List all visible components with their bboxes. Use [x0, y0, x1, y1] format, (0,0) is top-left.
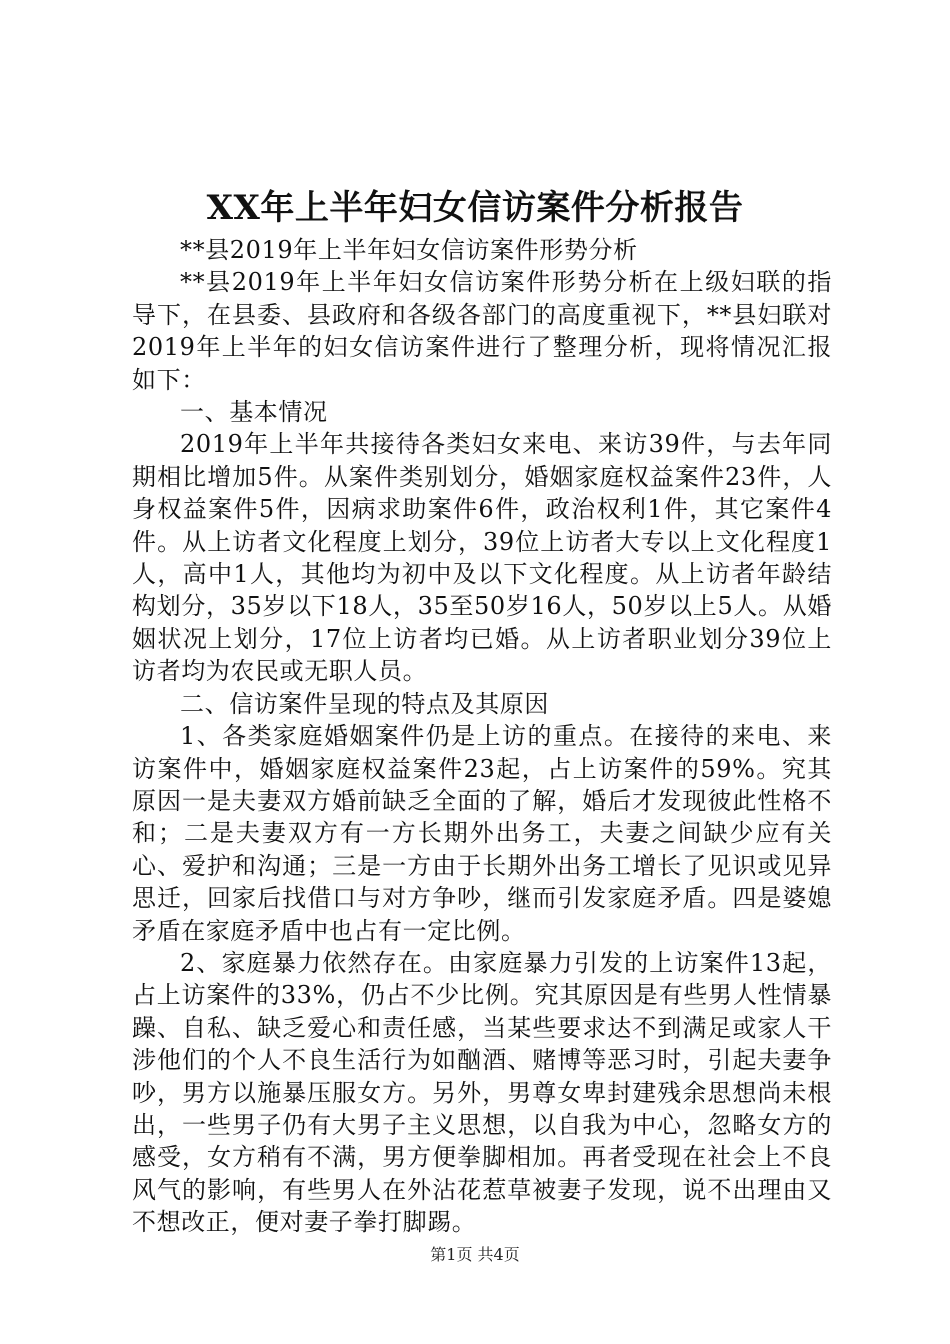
section-heading-features: 二、信访案件呈现的特点及其原因: [180, 689, 549, 718]
document-body: [132, 234, 832, 1239]
section-heading-summary: **县2019年上半年妇女信访案件形势分析: [180, 236, 638, 264]
domestic-violence-paragraph: 2、家庭暴力依然存在。由家庭暴力引发的上访案件13起，占上访案件的33%，仍占不少比例。究其原因是有些男人性情暴躁、自私、缺乏爱心和责任感，当某些要求达不到满足或家人干涉他们的个人不良生活行为如酗酒、赌博等恶习时，引起夫妻争吵，男方以施暴压服女方。另外，男尊女卑封建残余思想尚未根出，一些男子仍有大男子主义思想，以自我为中心，忽略女方的感受，女方稍有不满，男方便拳脚相加。再者受现在社会上不良风气的影响，有些男人在外沾花惹草被妻子发现，说不出理由又不想改正，便对妻子拳打脚踢。: [132, 948, 832, 1237]
intro-paragraph: **县2019年上半年妇女信访案件形势分析在上级妇联的指导下，在县委、县政府和各级各部门的高度重视下，**县妇联对2019年上半年的妇女信访案件进行了整理分析，现将情况汇报如下：: [132, 268, 832, 394]
page-footer: 第1页 共4页: [430, 1245, 520, 1264]
document-title: XX年上半年妇女信访案件分析报告: [206, 188, 744, 228]
basic-situation-paragraph: 2019年上半年共接待各类妇女来电、来访39件，与去年同期相比增加5件。从案件类别划分，婚姻家庭权益案件23件，人身权益案件5件，因病求助案件6件，政治权利1件，其它案件4件。从上访者文化程度上划分，39位上访者大专以上文化程度1人，高中1人，其他均为初中及以下文化程度。从上访者年龄结构划分，35岁以下18人，35至50岁16人，50岁以上5人。从婚姻状况上划分，17位上访者均已婚。从上访者职业划分39位上访者均为农民或无职人员。: [132, 430, 832, 686]
section-heading-basic: 一、基本情况: [180, 398, 328, 427]
marriage-cases-paragraph: 1、各类家庭婚姻案件仍是上访的重点。在接待的来电、来访案件中，婚姻家庭权益案件23起，占上访案件的59%。究其原因一是夫妻双方婚前缺乏全面的了解，婚后才发现彼此性格不和；二是夫妻双方有一方长期外出务工，夫妻之间缺少应有关心、爱护和沟通；三是一方由于长期外出务工增长了见识或见异思迁，回家后找借口与对方争吵，继而引发家庭矛盾。四是婆媳矛盾在家庭矛盾中也占有一定比例。: [132, 722, 832, 945]
